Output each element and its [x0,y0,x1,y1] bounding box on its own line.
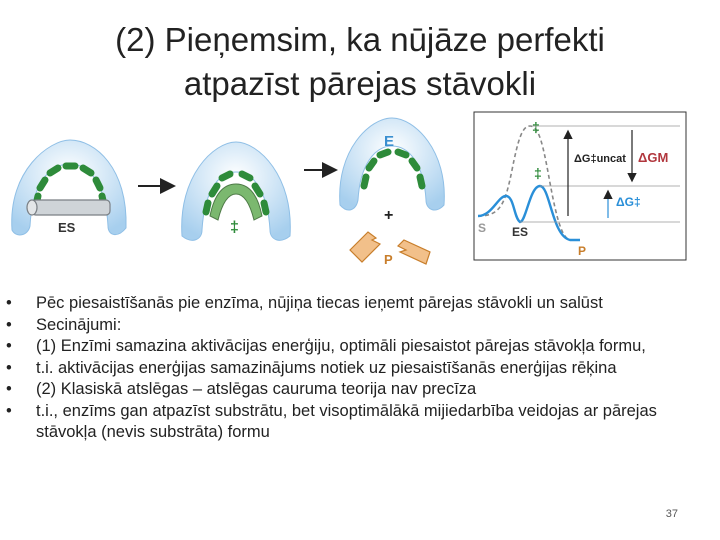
enzyme-transition-state-figure [0,110,720,280]
enzyme-shape-3 [340,118,445,210]
bullet-item: • Pēc piesaistīšanās pie enzīma, nūjiņa tiecas ieņemt pārejas stāvokli un salūst [6,293,706,315]
bullet-item: • t.i. aktivācijas enerģijas samazinājums notiek uz piesaistīšanās enerģijas rēķina [6,358,706,380]
enzyme-label-e: E [384,133,395,150]
product-label-p1: P [384,252,393,267]
ddagger-uncat-label: ‡ [532,119,540,135]
product-fragment-right [398,240,430,264]
es-level-label: ES [512,225,529,239]
ddagger-label-ts: ‡ [230,219,239,236]
product-level-label: P [578,244,587,258]
title-line-2: atpazīst pārejas stāvokli [183,65,537,102]
slide-title [0,18,720,106]
ddagger-cat-label: ‡ [534,165,542,181]
page-number: 37 [665,508,678,520]
products-panel [340,118,445,267]
es-complex-panel [12,140,126,235]
substrate-level-label: S [478,221,487,235]
plus-sign: + [384,207,394,224]
dg-m-label: ΔGM [638,150,669,165]
bullet-list [6,293,706,444]
product-fragment-left [350,232,380,262]
bullet-item: • (1) Enzīmi samazina aktivācijas enerģiju, optimāli piesaistot pārejas stāvokļa formu, [6,336,706,358]
transition-state-panel [182,142,291,240]
es-label-1: ES [58,220,76,235]
dg-uncat-label: ΔG‡uncat [574,153,626,165]
title-line-1: (2) Pieņemsim, ka nūjāze perfekti [115,21,605,58]
substrate-stick [32,200,110,215]
energy-diagram [474,112,686,260]
bullet-item: • t.i., enzīms gan atpazīst substrātu, bet visoptimālākā mijiedarbība veidojas ar pārejas stāvokļa (nevis substrāta) formu [6,401,706,444]
dg-cat-label: ΔG‡ [616,195,641,209]
bullet-item: • Secinājumi: [6,315,706,337]
bullet-item: • (2) Klasiskā atslēgas – atslēgas cauruma teorija nav precīza [6,379,706,401]
